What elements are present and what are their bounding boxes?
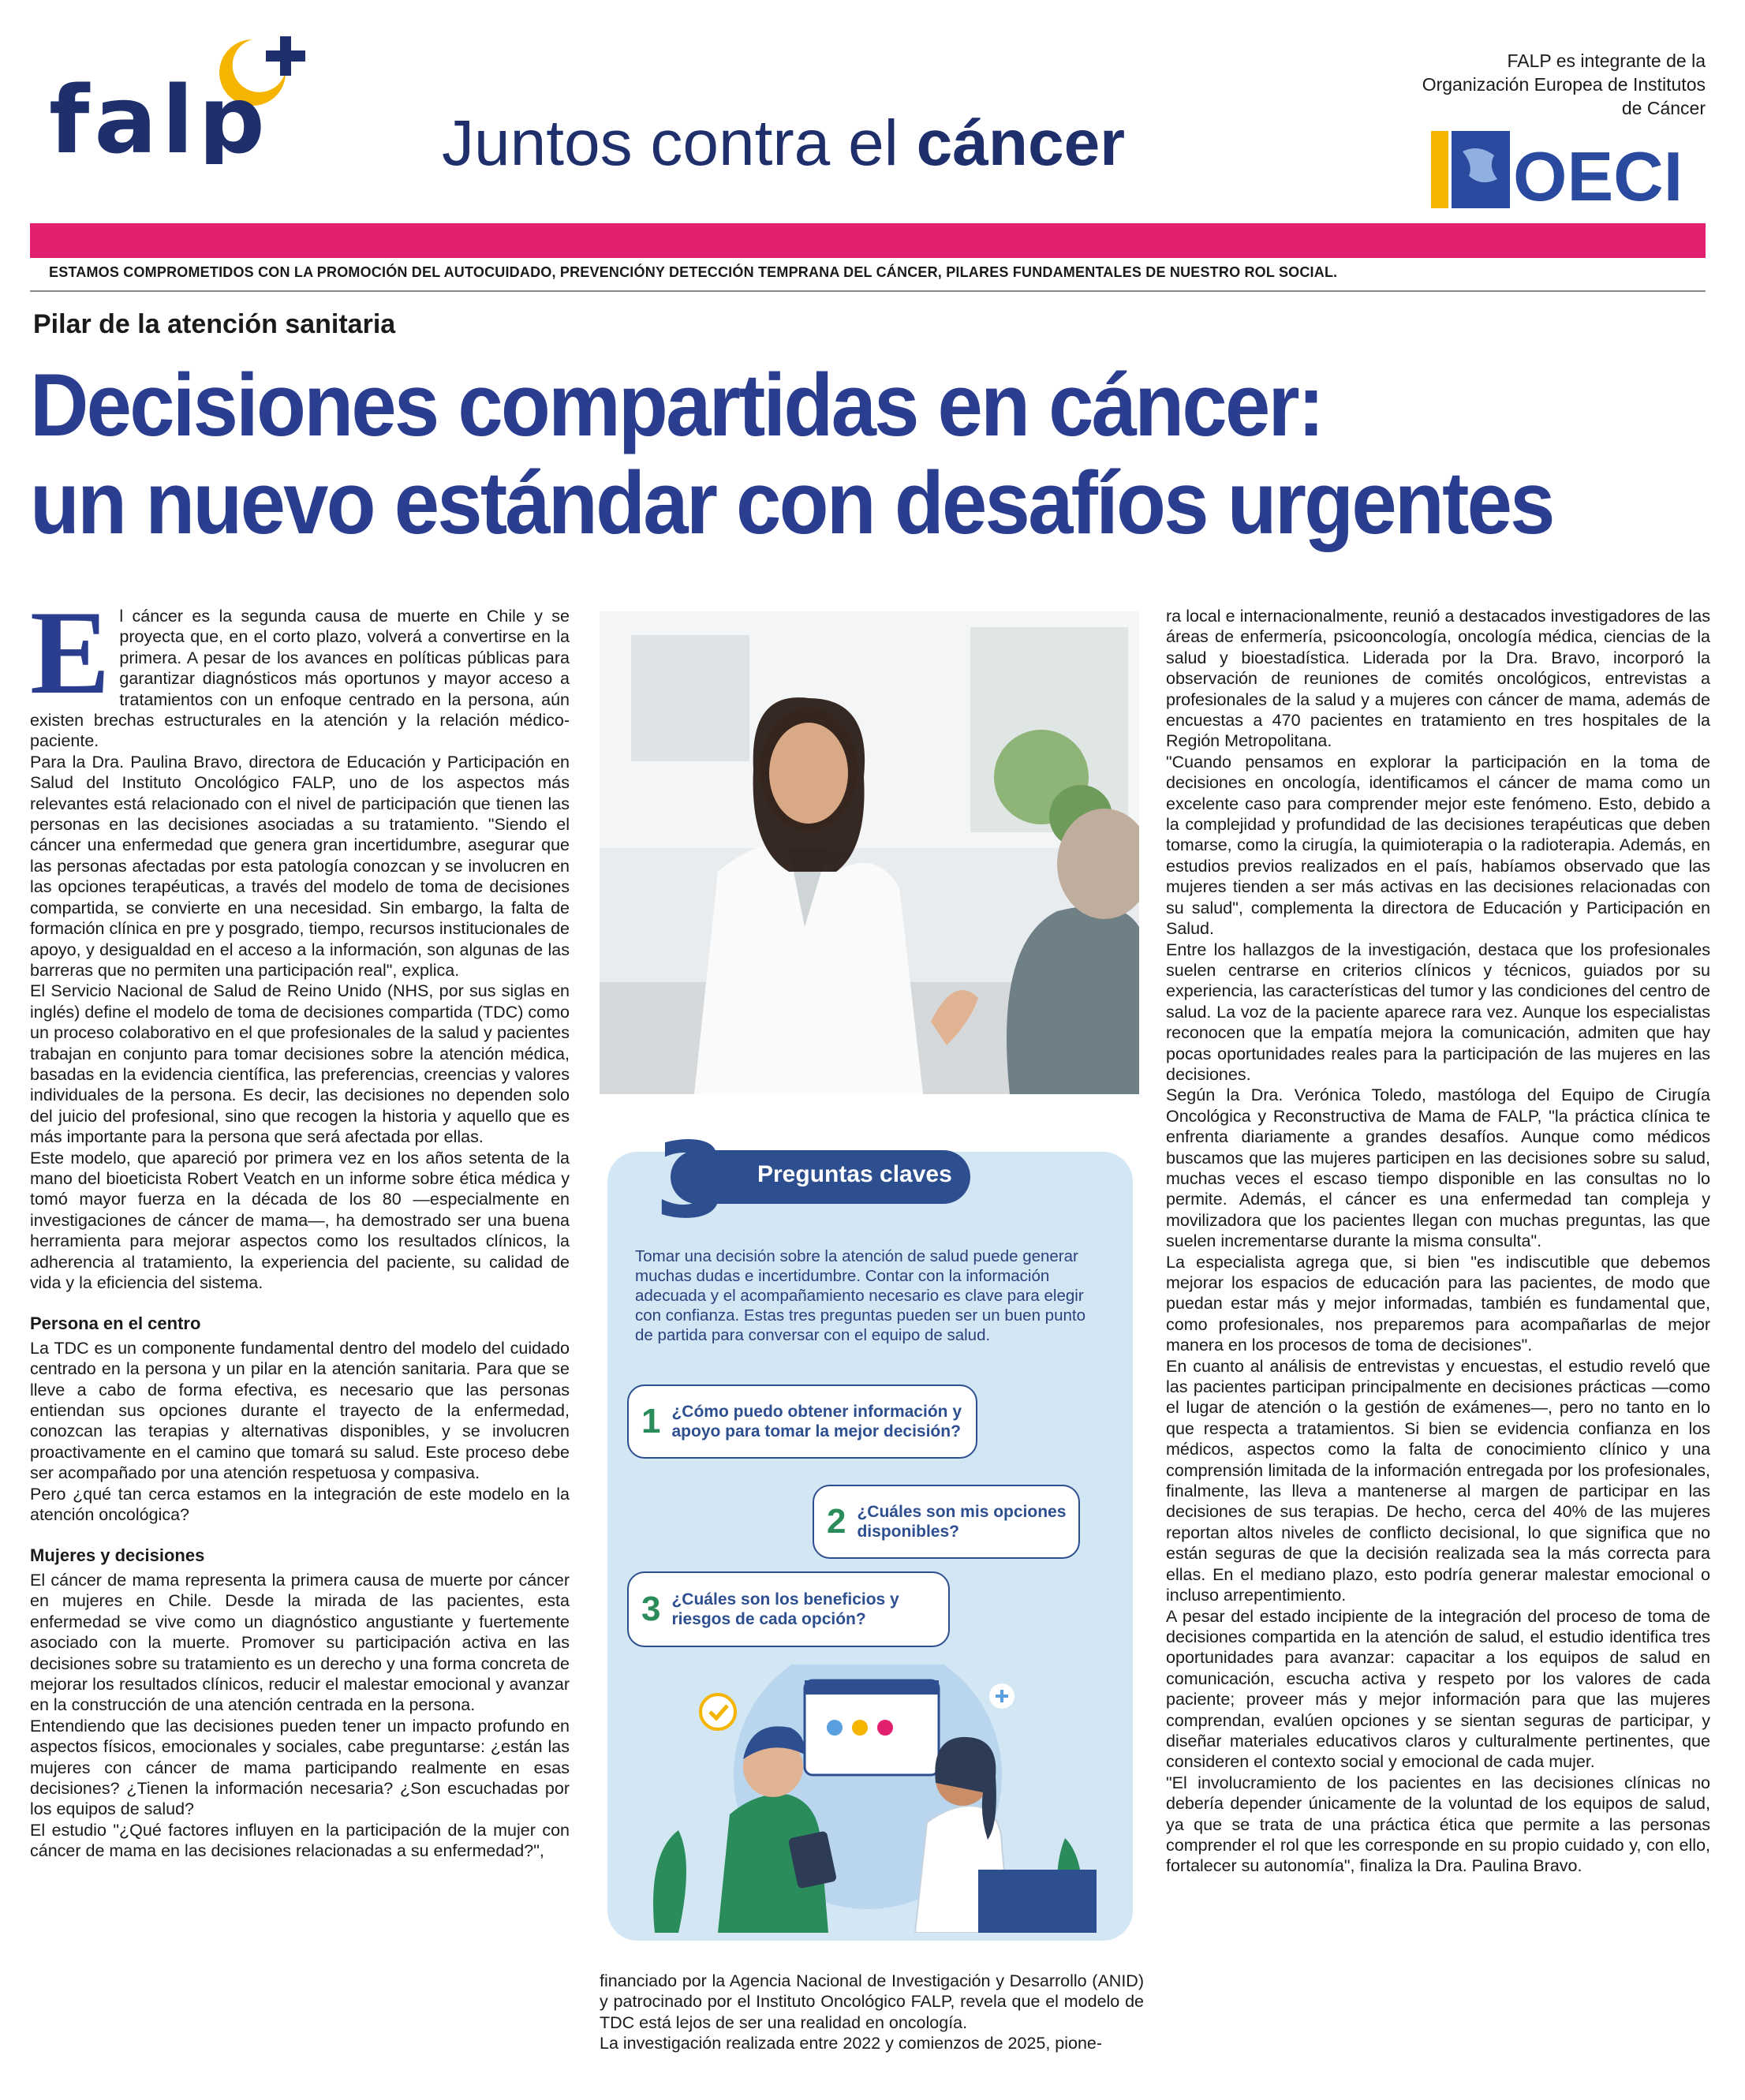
- section-heading: Mujeres y decisiones: [30, 1545, 205, 1566]
- paragraph: Entre los hallazgos de la investigación, destaca que los profesionales suelen centrarse en criterios clínicos y técnicos, guiados por su experiencia, las características del tumor y las condiciones del centro de salud. La voz de la paciente aparece rara vez. Aunque los especialistas reconocen que la empatía mejora la comunicación, admiten que hay pocas oportunidades reales para la participación de las mujeres en las decisiones.: [1166, 940, 1710, 1084]
- question-text: ¿Cuáles son mis opciones disponibles?: [857, 1503, 1067, 1541]
- question-bubble: [627, 1571, 950, 1647]
- paragraph: "El involucramiento de los pacientes en las decisiones clínicas no debería depender únicamente de la voluntad de los equipos de salud, ya que se trata de una práctica ética que permite a las personas comprender el rol que les corresponde en su propio cuidado y, con ello, fortalecer su autonomía", finaliza la Dra. Paulina Bravo.: [1166, 1773, 1710, 1876]
- oeci-logo: [1431, 128, 1707, 213]
- paragraph: El estudio "¿Qué factores influyen en la participación de la mujer con cáncer de mama en las decisiones relacionadas a su enfermedad?",: [30, 1820, 570, 1861]
- infographic-title: Preguntas claves: [757, 1161, 952, 1187]
- paragraph: Pero ¿qué tan cerca estamos en la integración de este modelo en la atención oncológica?: [30, 1484, 570, 1525]
- article-column-2-bottom: [600, 1971, 1144, 2054]
- drop-cap: E: [30, 586, 110, 719]
- question-text: ¿Cómo puedo obtener información y apoyo para tomar la mejor decisión?: [671, 1403, 962, 1440]
- paragraph: La investigación realizada entre 2022 y comienzos de 2025, pione-: [600, 2034, 1103, 2053]
- paragraph: El Servicio Nacional de Salud de Reino Unido (NHS, por sus siglas en inglés) define el modelo de toma de decisiones compartida (TDC) como un proceso colaborativo en el que profesionales de la salud y pacientes trabajan en conjunto para tomar decisiones sobre la atención médica, basadas en la evidencia científica, las preferencias, creencias y valores individuales de la persona. Es decir, las decisiones no dependen solo del juicio del profesional, sino que recogen la historia y aquello que es más importante para la persona que será afectada por ellas.: [30, 981, 570, 1147]
- divider: [30, 290, 1706, 292]
- paragraph: La TDC es un componente fundamental dentro del modelo del cuidado centrado en la persona y un pilar en la atención sanitaria. Para que se lleve a cabo de forma efectiva, es necesario que las personas entiendan sus opciones durante el trayecto de la enfermedad, conozcan las terapias y alternativas disponibles, y se involucren proactivamente en el camino que tomará su salud. Este proceso debe ser acompañado por una atención respetuosa y compasiva.: [30, 1338, 570, 1483]
- mission-statement: ESTAMOS COMPROMETIDOS CON LA PROMOCIÓN DEL AUTOCUIDADO, PREVENCIÓNY DETECCIÓN TEMPRANA DEL CÁNCER, PILARES FUNDAMENTALES DE NUESTRO ROL SOCIAL.: [49, 264, 1338, 280]
- article-kicker: Pilar de la atención sanitaria: [33, 309, 396, 339]
- doctor-consultation-photo: [600, 611, 1139, 1094]
- article-column-3: [1166, 606, 1710, 1877]
- paragraph: l cáncer es la segunda causa de muerte en Chile y se proyecta que, en el corto plazo, volverá a convertirse en la primera. A pesar de los avances en políticas públicas para garantizar diagnósticos más oportunos y mayor acceso a tratamientos con un enfoque centrado en la persona, aún existen brechas estructurales en la atención y la relación médico-paciente.: [30, 607, 570, 751]
- paragraph: Este modelo, que apareció por primera vez en los años setenta de la mano del bioeticista Robert Veatch en un informe sobre ética médica y tomó mayor fuerza en la década de los 80 —especialmente en investigaciones de cáncer de mama—, ha demostrado ser una buena herramienta para mejorar aspectos como los resultados clínicos, la adherencia al tratamiento, la experiencia del paciente, su calidad de vida y la eficiencia del sistema.: [30, 1148, 570, 1292]
- question-bubble: [813, 1485, 1080, 1559]
- headline-line-1: Decisiones compartidas en cáncer:: [30, 356, 1323, 454]
- paragraph: A pesar del estado incipiente de la integración del proceso de toma de decisiones compartida en la atención de salud, el estudio identifica tres oportunidades para avanzar: capacitar a los equipos de salud en comunicación, escucha activa y respeto por los valores de cada paciente; proveer más y mejor información para que las mujeres comprendan, evalúen opciones y se sientan seguras de participar, y diseñar materiales educativos claros y culturalmente pertinentes, que consideren el contexto social y emocional de cada mujer.: [1166, 1606, 1710, 1772]
- svg-text:OECI: OECI: [1513, 137, 1683, 213]
- paragraph: "Cuando pensamos en explorar la participación en la toma de decisiones en oncología, identificamos el cáncer de mama como un excelente caso para comprender mejor este fenómeno. Esto, debido a la complejidad y profundidad de las decisiones terapéuticas que deben tomarse, como la cirugía, la quimioterapia o la radioterapia. Además, en estudios previos realizados en el país, habíamos observado que las mujeres tienden a ser más activas en las decisiones relacionadas con su salud", complementa la directora de Educación y Participación en Salud.: [1166, 752, 1710, 939]
- question-bubble: [627, 1384, 977, 1459]
- section-heading: Persona en el centro: [30, 1313, 201, 1334]
- brand-wordmark: falp: [49, 65, 270, 164]
- paragraph: El cáncer de mama representa la primera causa de muerte por cáncer en mujeres en Chile. Desde la mirada de las pacientes, esta enfermedad se vive como un diagnóstico angustiante y fuertemente asociado con la muerte. Promover su participación activa en las decisiones sobre su tratamiento es un derecho y una forma concreta de mejorar los resultados clínicos, reducir el malestar emocional y avanzar en la construcción de una atención centrada en la persona.: [30, 1570, 570, 1715]
- question-number: 1: [641, 1402, 661, 1440]
- falp-logo: [49, 22, 420, 164]
- question-number: 3: [641, 1590, 661, 1628]
- infographic-intro: Tomar una decisión sobre la atención de salud puede generar muchas dudas e incertidumbre. Contar con la información adecuada y el acompañamiento necesario es clave para elegir con confianza. Estas tres preguntas pueden ser un buen punto de partida para conversar con el equipo de salud.: [635, 1247, 1085, 1344]
- paragraph: En cuanto al análisis de entrevistas y encuestas, el estudio reveló que las pacientes participan principalmente en decisiones prácticas —como el lugar de atención o la gestión de exámenes—, pero no tanto en lo que respecta a tratamientos. Si bien se evidencia confianza en los médicos, aspectos como la falta de conocimiento clínico y una comprensión limitada de la información entregada por los profesionales, finalmente, las lleva a mantenerse al margen de participar en las decisiones de sus terapias. De hecho, cerca del 40% de las mujeres reportan altos niveles de conflicto decisional, lo que significa que no están seguras de que la decisión realizada sea la más correcta para ellas. En el mediano plazo, esto podría generar malestar emocional o incluso arrepentimiento.: [1166, 1356, 1710, 1605]
- paragraph: ra local e internacionalmente, reunió a destacados investigadores de las áreas de enfermería, psicooncología, oncología médica, ciencias de la salud y bioestadística. Liderada por la Dra. Bravo, incorporó la observación de reuniones de comités oncológicos, entrevistas a profesionales de la salud y a mujeres con cáncer de mama, además de encuestas a 470 pacientes en tratamiento en tres hospitales de la Región Metropolitana.: [1166, 607, 1710, 751]
- paragraph: Para la Dra. Paulina Bravo, directora de Educación y Participación en Salud del Instituto Oncológico FALP, uno de los aspectos más relevantes está relacionado con el nivel de participación que tienen las personas en las decisiones asociadas a su tratamiento. "Siendo el cáncer una enfermedad que genera gran incertidumbre, asegurar que las personas afectadas por esta patología conozcan y se involucren en las opciones terapéuticas, a través del modelo de toma de decisiones compartida, se convierte en una necesidad. Sin embargo, la falta de formación clínica en pre y posgrado, tiempo, recursos institucionales de apoyo, y desigualdad en el acceso a la información, son algunas de las barreras que no permiten una participación real", explica.: [30, 752, 570, 980]
- oeci-membership-text: FALP es integrante de la Organización Europea de Institutos de Cáncer: [1422, 50, 1706, 118]
- infographic-number: 3: [655, 1120, 727, 1242]
- paragraph: La especialista agrega que, si bien "es indiscutible que debemos mejorar los espacios de educación para las pacientes, de modo que puedan estar más y mejor informadas, también es fundamental que, como profesionales, nos preparemos para acompañarlas de mejor manera en los procesos de toma de decisiones".: [1166, 1252, 1710, 1355]
- headline-line-2: un nuevo estándar con desafíos urgentes: [30, 454, 1553, 552]
- header-tagline: Juntos contra el cáncer: [442, 107, 1126, 179]
- patient-doctor-illustration: [631, 1665, 1112, 1933]
- accent-bar: [30, 223, 1706, 258]
- paragraph: Según la Dra. Verónica Toledo, mastóloga del Equipo de Cirugía Oncológica y Reconstructiva de Mama de FALP, "la práctica clínica te enfrenta diariamente a grandes desafíos. Aunque como médicos buscamos que las mujeres participen en las decisiones sobre su salud, muchas veces el escaso tiempo disponible en las consultas no lo permite. Además, el cáncer es una enfermedad tan compleja y movilizadora que los pacientes llegan con muchas preguntas, las que suelen incrementarse durante la misma consulta".: [1166, 1085, 1710, 1251]
- question-text: ¿Cuáles son los beneficios y riesgos de cada opción?: [671, 1590, 899, 1628]
- article-column-1: [30, 586, 570, 1862]
- question-number: 2: [827, 1502, 846, 1541]
- key-questions-infographic: [600, 1120, 1141, 1949]
- paragraph: Entendiendo que las decisiones pueden tener un impacto profundo en aspectos físicos, emocionales y sociales, cabe preguntarse: ¿están las mujeres con cáncer de mama participando realmente en esas decisiones? ¿Tienen la información necesaria? ¿Son escuchadas por los equipos de salud?: [30, 1716, 570, 1819]
- paragraph: financiado por la Agencia Nacional de Investigación y Desarrollo (ANID) y patrocinado por el Instituto Oncológico FALP, revela que el modelo de TDC está lejos de ser una realidad en oncología.: [600, 1971, 1144, 2032]
- article-headline: [30, 357, 1583, 552]
